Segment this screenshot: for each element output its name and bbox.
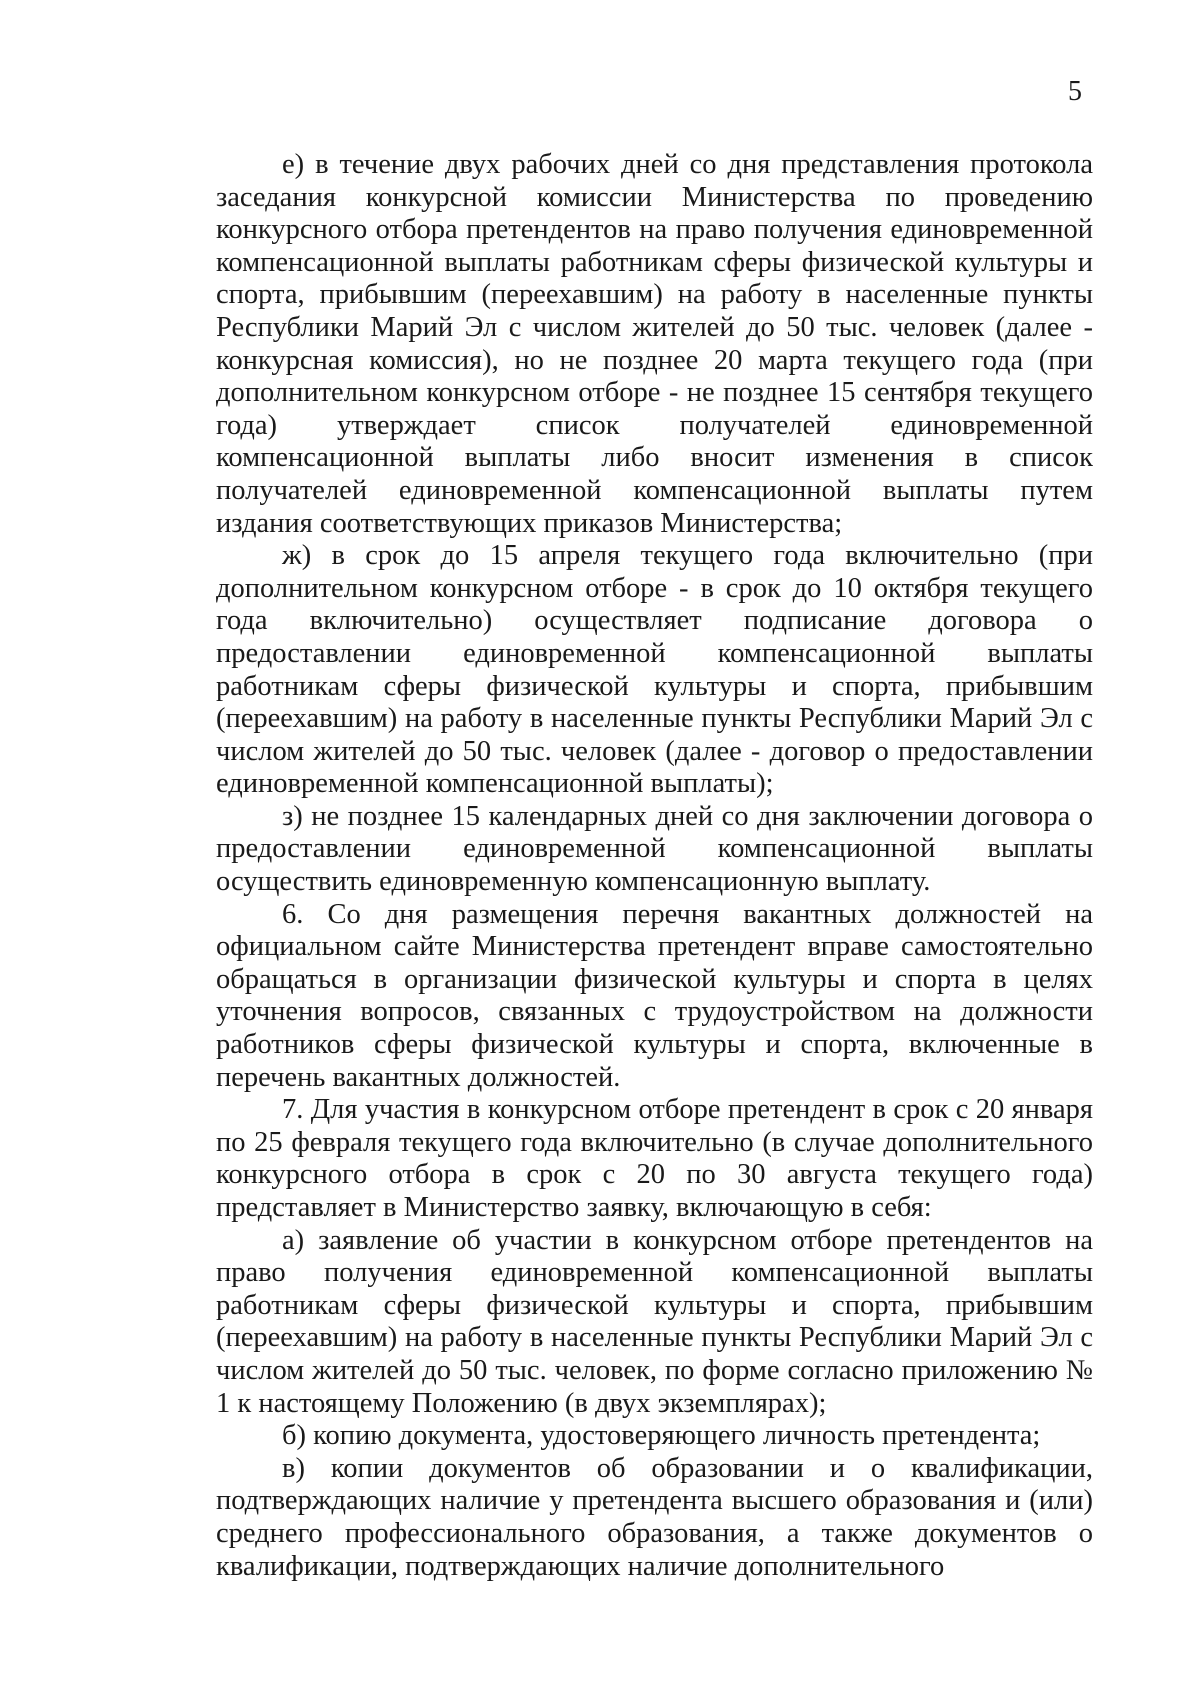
paragraph-a: а) заявление об участии в конкурсном отборе претендентов на право получения единовременной компенсационной выплаты работникам сферы физической культуры и спорта, прибывшим (переехавшим) на работу в населенные пункты Республики Марий Эл с числом жителей до 50 тыс. человек, по форме согласно приложению № 1 к настоящему Положению (в двух экземплярах); (216, 1224, 1093, 1419)
paragraph-v: в) копии документов об образовании и о квалификации, подтверждающих наличие у претендента высшего образования и (или) среднего профессионального образования, а также документов о квалификации, подтверждающих наличие дополнительного (216, 1452, 1093, 1582)
page-number: 5 (1068, 76, 1082, 107)
paragraph-7: 7. Для участия в конкурсном отборе претендент в срок с 20 января по 25 февраля текущего года включительно (в случае дополнительного конкурсного отбора в срок с 20 по 30 августа текущего года) представляет в Министерство заявку, включающую в себя: (216, 1094, 1093, 1223)
paragraph-zh: ж) в срок до 15 апреля текущего года включительно (при дополнительном конкурсном отборе - в срок до 10 октября текущего года включительно) осуществляет подписание договора о предоставлении единовременной компенсационной выплаты работникам сферы физической культуры и спорта, прибывшим (переехавшим) на работу в населенные пункты Республики Марий Эл с числом жителей до 50 тыс. человек (далее - договор о предоставлении единовременной компенсационной выплаты); (216, 540, 1093, 800)
document-body (216, 149, 1093, 1583)
paragraph-z: з) не позднее 15 календарных дней со дня заключении договора о предоставлении единовременной компенсационной выплаты осуществить единовременную компенсационную выплату. (216, 800, 1093, 898)
paragraph-b: б) копию документа, удостоверяющего личность претендента; (282, 1420, 1041, 1452)
paragraph-e: е) в течение двух рабочих дней со дня представления протокола заседания конкурсной комиссии Министерства по проведению конкурсного отбора претендентов на право получения единовременной компенсационной выплаты работникам сферы физической культуры и спорта, прибывшим (переехавшим) на работу в населенные пункты Республики Марий Эл с числом жителей до 50 тыс. человек (далее - конкурсная комиссия), но не позднее 20 марта текущего года (при дополнительном конкурсном отборе - не позднее 15 сентября текущего года) утверждает список получателей единовременной компенсационной выплаты либо вносит изменения в список получателей единовременной компенсационной выплаты путем издания соответствующих приказов Министерства; (216, 149, 1093, 539)
paragraph-6: 6. Со дня размещения перечня вакантных должностей на официальном сайте Министерства претендент вправе самостоятельно обращаться в организации физической культуры и спорта в целях уточнения вопросов, связанных с трудоустройством на должности работников сферы физической культуры и спорта, включенные в перечень вакантных должностей. (216, 898, 1093, 1093)
